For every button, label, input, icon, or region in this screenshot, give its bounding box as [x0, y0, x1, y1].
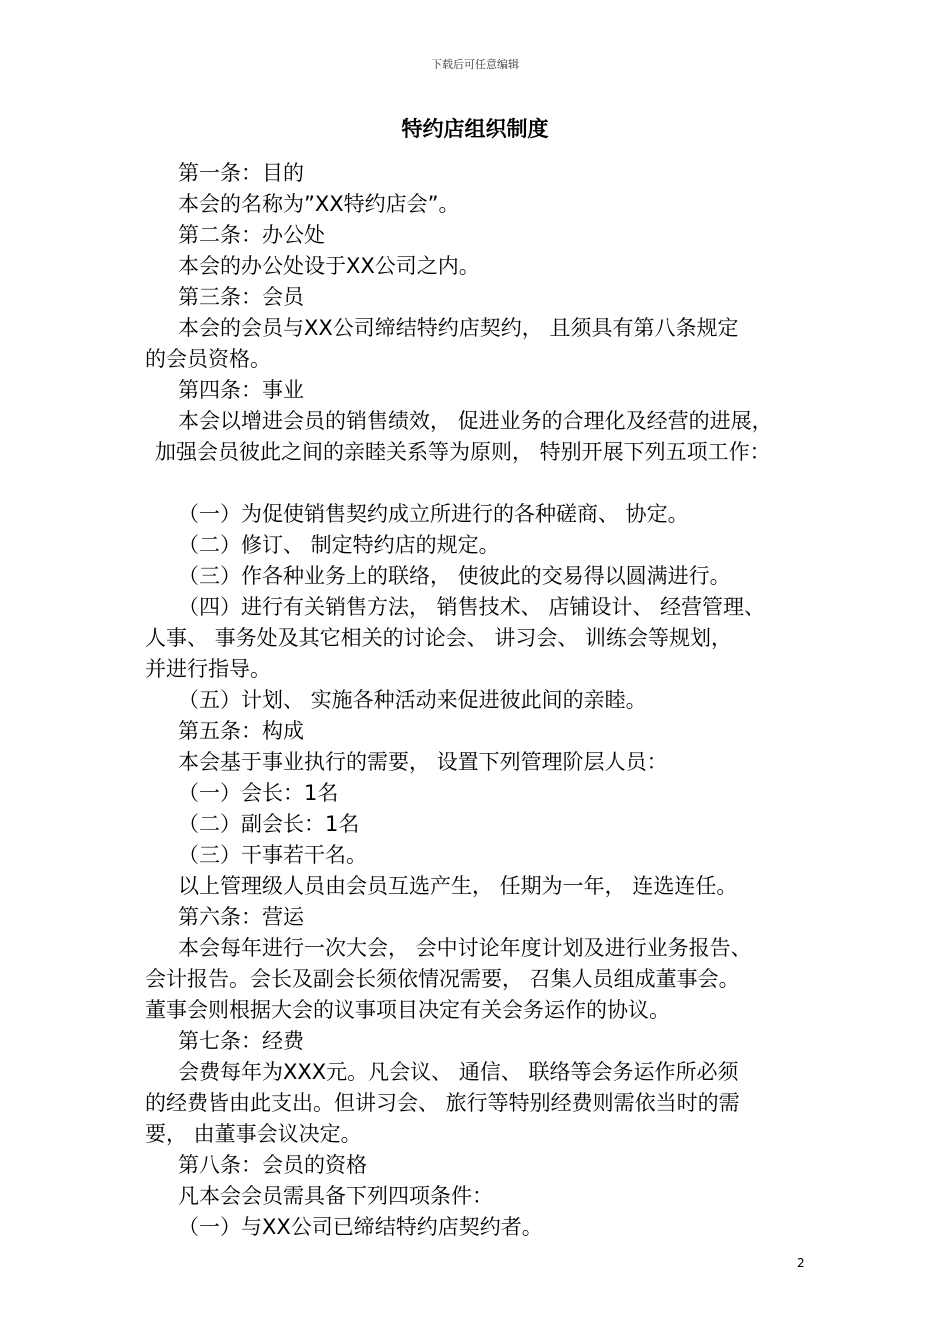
paragraph-line: 并进行指导。 [145, 657, 271, 681]
list-item: （一）与XX公司已缔结特约店契约者。 [178, 1215, 543, 1239]
article-1-heading: 第一条：目的 [178, 161, 304, 185]
page-header-note: 下载后可任意编辑 [431, 58, 519, 71]
list-item: （二）修订、 制定特约店的规定。 [178, 533, 500, 557]
article-8-heading: 第八条：会员的资格 [178, 1153, 367, 1177]
paragraph-line: 本会的办公处设于XX公司之内。 [178, 254, 480, 278]
blank-line [145, 468, 825, 499]
list-item: （三）干事若干名。 [178, 843, 367, 867]
page-number: 2 [797, 1256, 805, 1270]
paragraph-line: 要， 由董事会议决定。 [145, 1122, 362, 1146]
paragraph-line: 本会的会员与XX公司缔结特约店契约， 且须具有第八条规定 [178, 316, 739, 340]
paragraph-line: 会计报告。会长及副会长须依情况需要， 召集人员组成董事会。 [145, 967, 740, 991]
list-item: （一）为促使销售契约成立所进行的各种磋商、 协定。 [178, 502, 689, 526]
article-7-heading: 第七条：经费 [178, 1029, 304, 1053]
article-6-heading: 第六条：营运 [178, 905, 304, 929]
list-item: （三）作各种业务上的联络， 使彼此的交易得以圆满进行。 [178, 564, 731, 588]
list-item: （二）副会长：1名 [178, 812, 360, 836]
list-item: （五）计划、 实施各种活动来促进彼此间的亲睦。 [178, 688, 647, 712]
document-body [145, 158, 825, 1243]
list-item: （一）会长：1名 [178, 781, 339, 805]
paragraph-line: 本会每年进行一次大会， 会中讨论年度计划及进行业务报告、 [178, 936, 752, 960]
paragraph-line: 本会以增进会员的销售绩效， 促进业务的合理化及经营的进展， [178, 409, 773, 433]
article-5-heading: 第五条：构成 [178, 719, 304, 743]
paragraph-line: 加强会员彼此之间的亲睦关系等为原则， 特别开展下列五项工作： [155, 440, 771, 464]
paragraph-line: 本会基于事业执行的需要， 设置下列管理阶层人员： [178, 750, 668, 774]
paragraph-line: 人事、 事务处及其它相关的讨论会、 讲习会、 训练会等规划， [145, 626, 733, 650]
paragraph-line: 会费每年为XXX元。凡会议、 通信、 联络等会务运作所必须 [178, 1060, 739, 1084]
paragraph-line: 凡本会会员需具备下列四项条件： [178, 1184, 493, 1208]
article-4-heading: 第四条：事业 [178, 378, 304, 402]
list-item: （四）进行有关销售方法， 销售技术、 店铺设计、 经营管理、 [178, 595, 766, 619]
document-title: 特约店组织制度 [401, 117, 549, 141]
paragraph-line: 本会的名称为”XX特约店会”。 [178, 192, 460, 216]
article-2-heading: 第二条：办公处 [178, 223, 325, 247]
article-3-heading: 第三条：会员 [178, 285, 304, 309]
paragraph-line: 的会员资格。 [145, 347, 271, 371]
paragraph-line: 的经费皆由此支出。但讲习会、 旅行等特别经费则需依当时的需 [145, 1091, 740, 1115]
paragraph-line: 以上管理级人员由会员互选产生， 任期为一年， 连选连任。 [178, 874, 738, 898]
paragraph-line: 董事会则根据大会的议事项目决定有关会务运作的协议。 [145, 998, 670, 1022]
